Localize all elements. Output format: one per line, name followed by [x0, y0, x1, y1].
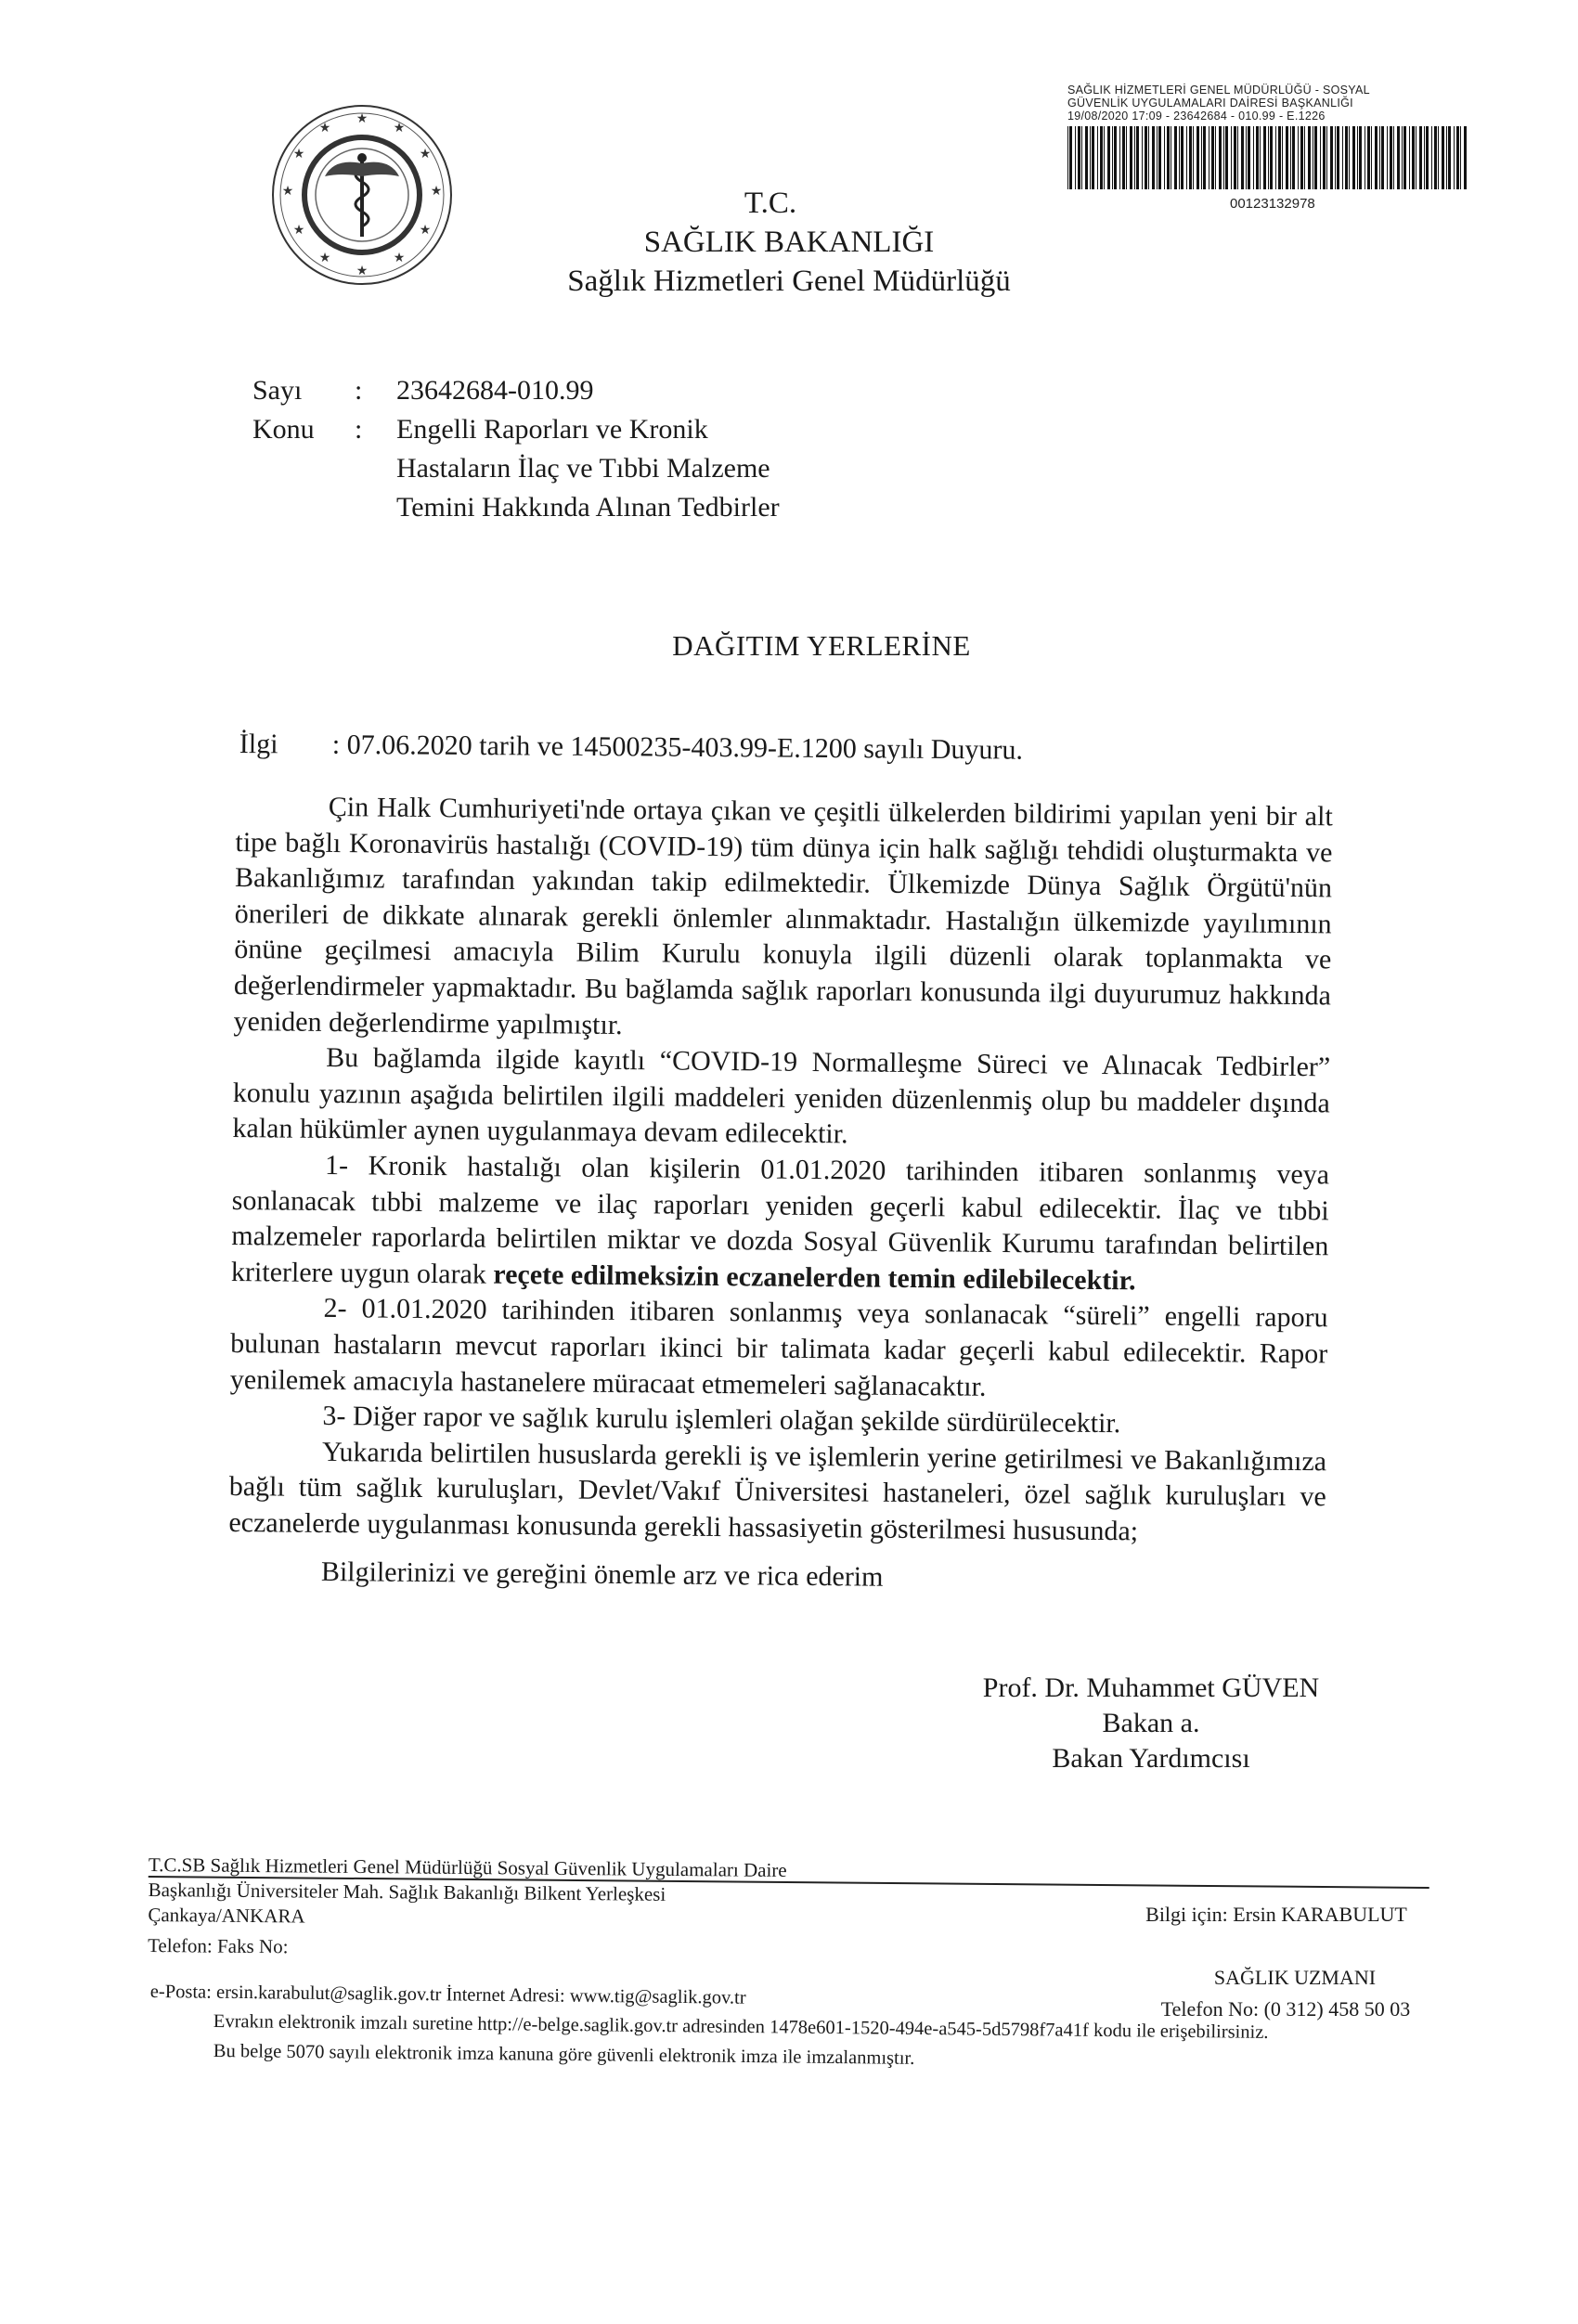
footer-esign-line: Bu belge 5070 sayılı elektronik imza kanuna göre güvenli elektronik imza ile imzalanmıştır. [213, 2041, 915, 2069]
konu-colon: : [355, 414, 363, 445]
konu-value [396, 410, 879, 527]
svg-text:★: ★ [419, 224, 432, 238]
barcode-icon [1067, 126, 1467, 189]
body-paragraph-2: Bu bağlamda ilgide kayıtlı “COVID-19 Normalleşme Süreci ve Alınacak Tedbirler” konulu yazının aşağıda belirtilen ilgili maddeleri yeniden düzenlenmiş olup bu maddeler dışında kalan hükümler aynen uygulanmaya devam edilecektir. [232, 1042, 1331, 1150]
svg-text:★: ★ [292, 148, 305, 161]
footer-info-contact: Bilgi için: Ersin KARABULUT [1145, 1903, 1407, 1926]
signatory-name: Prof. Dr. Muhammet GÜVEN [982, 1672, 1320, 1703]
footer-expert-title: SAĞLIK UZMANI [1213, 1966, 1377, 1989]
body-paragraph-1: Çin Halk Cumhuriyeti'nde ortaya çıkan ve çeşitli ülkelerden bildirimi yapılan yeni bir alt tipe bağlı Koronavirüs hastalığı (COVID-19) tüm dünya için halk sağlığı tehdidi oluşturmakta ve Bakanlığımız tarafından yakından takip edilmektedir. Ülkemizde Dünya Sağlık Örgütü'nün önerileri de dikkate alınarak gerekli önlemler alınmaktadır. Hastalığın ülkemizde yayılımının önüne geçilmesi amacıyla Bilim Kurulu konuyla ilgili düzenli olarak toplanmakta ve değerlendirmeler yapmaktadır. Bu bağlamda sağlık raporları konusunda ilgi duyurumuz hakkında yeniden değerlendirme yapılmıştır. [233, 791, 1333, 1040]
footer-address-line: Çankaya/ANKARA [148, 1903, 305, 1928]
barcode-header-line-3: 19/08/2020 17:09 - 23642684 - 010.99 - E.1226 [1067, 110, 1326, 123]
konu-line: Engelli Raporları ve Kronik [396, 414, 708, 445]
svg-text:★: ★ [393, 252, 406, 265]
ilgi-value: : 07.06.2020 tarih ve 14500235-403.99-E.1200 sayılı Duyuru. [331, 729, 1024, 766]
body-paragraph-3 [231, 1147, 1329, 1301]
document-meta [252, 371, 879, 527]
svg-text:★: ★ [281, 185, 294, 199]
barcode-header-line-2: GÜVENLİK UYGULAMALARI DAİRESİ BAŞKANLIĞI [1067, 97, 1353, 110]
signatory-title: Bakan Yardımcısı [1052, 1743, 1250, 1774]
konu-label: Konu [252, 414, 315, 445]
distribution-heading: DAĞITIM YERLERİNE [672, 629, 971, 662]
sayi-value: 23642684-010.99 [396, 375, 594, 406]
barcode-number: 00123132978 [1230, 196, 1315, 212]
footer-verify-line: Evrakın elektronik imzalı suretine http://e-belge.saglik.gov.tr adresinden 1478e601-1520-494e-a545-5d5798f7a41f kodu ile erişebilirsiniz. [213, 2011, 1269, 2043]
header-tc: T.C. [744, 187, 797, 220]
item-1-bold-text: reçete edilmeksizin eczanelerden temin edilebilecektir. [493, 1259, 1136, 1297]
body-paragraph-4: 2- 01.01.2020 tarihinden itibaren sonlanmış veya sonlanacak “süreli” engelli raporu bulunan hastaların mevcut raporları ikinci bir talimata kadar geçerli kabul edilecektir. Rapor yenilemek amacıyla hastanelere müracaat etmemeleri sağlanacaktır. [229, 1293, 1328, 1402]
body-paragraph-5: 3- Diğer rapor ve sağlık kurulu işlemleri olağan şekilde sürdürülecektir. [322, 1401, 1121, 1440]
letter-body [228, 789, 1333, 1600]
sayi-row [252, 371, 879, 410]
footer-address-line: Telefon: Faks No: [148, 1933, 289, 1958]
svg-text:★: ★ [430, 185, 443, 199]
body-paragraph-6: Yukarıda belirtilen hususlarda gerekli iş ve işlemlerin yerine getirilmesi ve Bakanlığımıza bağlı tüm sağlık kuruluşları, Devlet/Vakıf Üniversitesi hastaneleri, özel sağlık kuruluşları ve eczanelerde uygulanması konusunda gerekli hassasiyetin gösterilmesi hususunda; [228, 1436, 1327, 1547]
svg-text:★: ★ [393, 122, 406, 136]
body-paragraph-7: Bilgilerinizi ve gereğini önemle arz ve rica ederim [320, 1556, 884, 1594]
item-1-text: 1- Kronik hastalığı olan kişilerin 01.01.2020 tarihinden itibaren sonlanmış veya sonlanacak tıbbi malzeme ve ilaç raporları yeniden geçerli kabul edilecektir. İlaç ve tıbbi malzemeler raporlarda belirtilen miktar ve dozda Sosyal Güvenlik Kurumu tarafından belirtilen kriterlere uygun olarak [230, 1149, 1330, 1290]
footer-address-line: Başkanlığı Üniversiteler Mah. Sağlık Bakanlığı Bilkent Yerleşkesi [148, 1878, 666, 1905]
barcode-header-line-1: SAĞLIK HİZMETLERİ GENEL MÜDÜRLÜĞÜ - SOSYAL [1067, 84, 1370, 97]
header-ministry: SAĞLIK BAKANLIĞI [643, 226, 935, 259]
svg-text:★: ★ [318, 122, 331, 136]
signature-block [965, 1671, 1337, 1776]
signatory-on-behalf: Bakan a. [1102, 1708, 1200, 1738]
footer-email-line: e-Posta: ersin.karabulut@saglik.gov.tr İnternet Adresi: www.tig@saglik.gov.tr [149, 1982, 746, 2008]
svg-text:★: ★ [356, 265, 369, 278]
sayi-label: Sayı [252, 375, 303, 406]
sayi-colon: : [355, 375, 363, 406]
ilgi-row [239, 729, 1023, 767]
svg-text:★: ★ [356, 112, 369, 126]
svg-text:★: ★ [318, 252, 331, 265]
konu-row [252, 410, 879, 527]
footer-address-line: T.C.SB Sağlık Hizmetleri Genel Müdürlüğü Sosyal Güvenlik Uygulamaları Daire [148, 1853, 787, 1882]
footer-address [148, 1853, 910, 1965]
svg-text:★: ★ [419, 148, 432, 161]
svg-text:★: ★ [292, 224, 305, 238]
konu-line: Temini Hakkında Alınan Tedbirler [396, 492, 780, 523]
header-directorate: Sağlık Hizmetleri Genel Müdürlüğü [567, 265, 1011, 298]
konu-line: Hastaların İlaç ve Tıbbi Malzeme [396, 453, 770, 484]
footer-phone: Telefon No: (0 312) 458 50 03 [1160, 1997, 1411, 2021]
ilgi-label: İlgi [239, 729, 278, 760]
